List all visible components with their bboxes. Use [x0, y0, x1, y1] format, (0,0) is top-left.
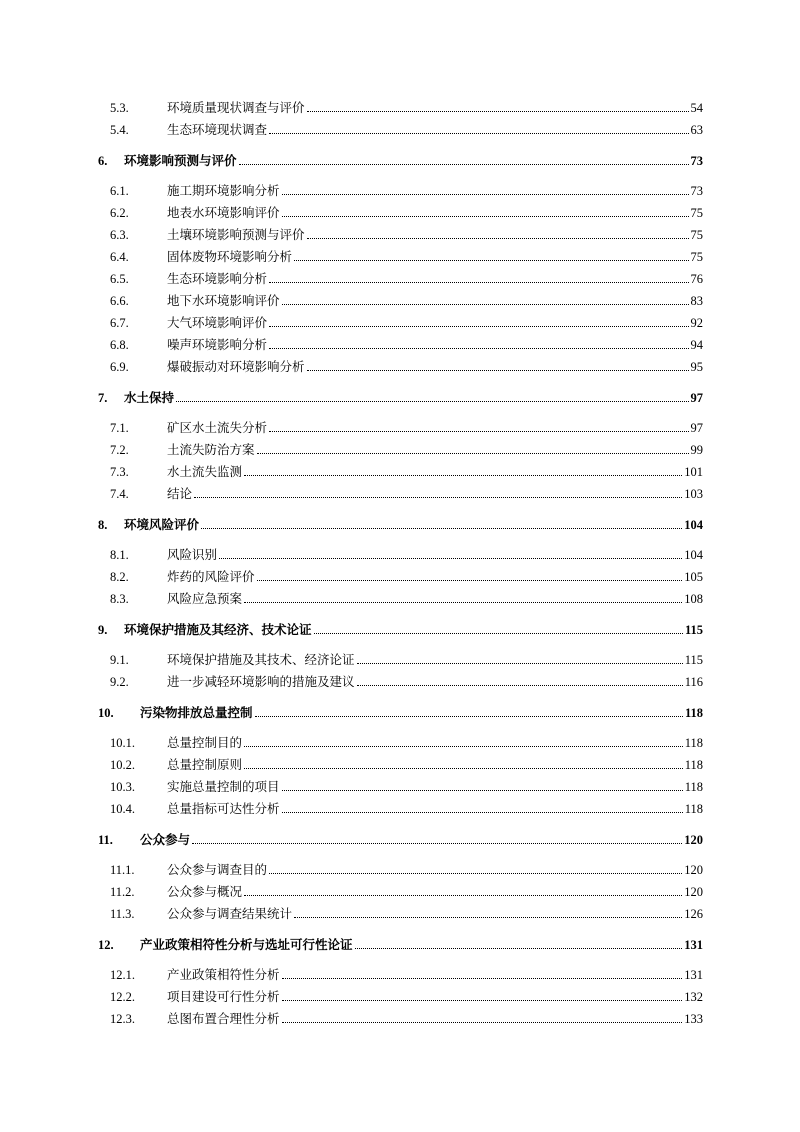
dot-leader	[194, 497, 682, 498]
toc-entry[interactable]	[98, 900, 703, 922]
toc-entry[interactable]	[98, 931, 703, 953]
dot-leader	[314, 633, 683, 634]
toc-entry-number: 12.2.	[110, 990, 135, 1004]
toc-entry-title: 产业政策相符性分析	[167, 968, 280, 982]
toc-entry-page-number: 126	[684, 907, 703, 921]
toc-entry-page-number: 131	[684, 968, 703, 982]
dot-leader	[255, 716, 683, 717]
toc-entry-number: 6.6.	[110, 294, 129, 308]
dot-leader	[282, 1022, 683, 1023]
dot-leader	[257, 580, 683, 581]
toc-entry[interactable]	[98, 773, 703, 795]
dot-leader	[244, 768, 683, 769]
toc-entry[interactable]	[98, 826, 703, 848]
toc-entry-page-number: 131	[684, 938, 703, 952]
toc-entry-page-number: 54	[690, 101, 703, 115]
toc-entry-title: 炸药的风险评价	[167, 570, 255, 584]
toc-entry-page-number: 75	[690, 250, 703, 264]
toc-entry-number: 6.5.	[110, 272, 129, 286]
toc-entry-page-number: 116	[684, 675, 703, 689]
dot-leader	[357, 663, 683, 664]
toc-entry-page-number: 103	[684, 487, 703, 501]
toc-entry-number: 9.1.	[110, 653, 129, 667]
toc-entry-number: 12.	[98, 938, 114, 952]
toc-entry-page-number: 115	[684, 623, 703, 637]
toc-entry[interactable]	[98, 729, 703, 751]
toc-entry[interactable]	[98, 751, 703, 773]
dot-leader	[239, 164, 689, 165]
dot-leader	[244, 746, 683, 747]
toc-entry-number: 7.1.	[110, 421, 129, 435]
toc-entry[interactable]	[98, 331, 703, 353]
toc-entry-title: 公众参与概况	[167, 885, 243, 899]
toc-entry-title: 项目建设可行性分析	[167, 990, 280, 1004]
toc-entry-title: 水土流失监测	[167, 465, 243, 479]
toc-entry-page-number: 132	[684, 990, 703, 1004]
toc-entry-number: 8.2.	[110, 570, 129, 584]
dot-leader	[219, 558, 682, 559]
toc-entry[interactable]	[98, 616, 703, 638]
toc-entry-number: 7.4.	[110, 487, 129, 501]
toc-entry-title: 地下水环境影响评价	[167, 294, 280, 308]
toc-entry-page-number: 75	[690, 206, 703, 220]
dot-leader	[282, 304, 689, 305]
toc-entry-title: 爆破振动对环境影响分析	[167, 360, 305, 374]
toc-entry-page-number: 120	[684, 863, 703, 877]
toc-entry-number: 11.2.	[110, 885, 135, 899]
toc-entry[interactable]	[98, 116, 703, 138]
toc-entry-title: 土流失防治方案	[167, 443, 255, 457]
toc-entry-title: 风险识别	[167, 548, 218, 562]
toc-entry-page-number: 104	[684, 518, 703, 532]
toc-entry-page-number: 94	[690, 338, 703, 352]
toc-entry-number: 12.3.	[110, 1012, 135, 1026]
toc-entry-number: 11.3.	[110, 907, 135, 921]
toc-entry-title: 噪声环境影响分析	[167, 338, 268, 352]
toc-entry-page-number: 118	[684, 780, 703, 794]
toc-entry-number: 12.1.	[110, 968, 135, 982]
toc-entry-title: 进一步减轻环境影响的措施及建议	[167, 675, 355, 689]
dot-leader	[294, 260, 688, 261]
toc-entry-title: 污染物排放总量控制	[140, 706, 253, 720]
dot-leader	[244, 895, 682, 896]
toc-entry-number: 6.1.	[110, 184, 129, 198]
toc-entry[interactable]	[98, 668, 703, 690]
dot-leader	[282, 216, 689, 217]
toc-entry[interactable]	[98, 309, 703, 331]
toc-entry-page-number: 105	[684, 570, 703, 584]
toc-entry-title: 地表水环境影响评价	[167, 206, 280, 220]
toc-entry-page-number: 108	[684, 592, 703, 606]
toc-entry-page-number: 63	[690, 123, 703, 137]
toc-entry[interactable]	[98, 646, 703, 668]
toc-entry-page-number: 118	[684, 706, 703, 720]
toc-entry-title: 大气环境影响评价	[167, 316, 268, 330]
toc-entry[interactable]	[98, 699, 703, 721]
toc-entry-title: 环境保护措施及其经济、技术论证	[124, 623, 312, 637]
toc-entry[interactable]	[98, 563, 703, 585]
toc-entry-title: 矿区水土流失分析	[167, 421, 268, 435]
toc-entry-number: 8.1.	[110, 548, 129, 562]
toc-entry[interactable]	[98, 458, 703, 480]
toc-entry[interactable]	[98, 265, 703, 287]
dot-leader	[282, 790, 683, 791]
toc-entry-title: 产业政策相符性分析与选址可行性论证	[140, 938, 353, 952]
toc-entry-number: 8.	[98, 518, 108, 532]
toc-entry-title: 总量控制目的	[167, 736, 243, 750]
toc-entry-title: 实施总量控制的项目	[167, 780, 280, 794]
toc-entry-page-number: 120	[684, 833, 703, 847]
toc-entry-title: 总图布置合理性分析	[167, 1012, 280, 1026]
toc-entry-page-number: 99	[690, 443, 703, 457]
table-of-contents	[98, 94, 703, 1027]
toc-entry-title: 总量控制原则	[167, 758, 243, 772]
toc-entry[interactable]	[98, 287, 703, 309]
toc-entry-number: 7.2.	[110, 443, 129, 457]
toc-entry-number: 6.8.	[110, 338, 129, 352]
dot-leader	[176, 401, 688, 402]
toc-entry-page-number: 133	[684, 1012, 703, 1026]
toc-entry-title: 总量指标可达性分析	[167, 802, 280, 816]
toc-entry-page-number: 101	[684, 465, 703, 479]
dot-leader	[269, 348, 688, 349]
toc-entry-number: 11.1.	[110, 863, 135, 877]
dot-leader	[307, 111, 689, 112]
toc-entry-number: 11.	[98, 833, 113, 847]
toc-entry-page-number: 104	[684, 548, 703, 562]
toc-entry-title: 公众参与调查结果统计	[167, 907, 293, 921]
toc-entry-page-number: 118	[684, 802, 703, 816]
dot-leader	[269, 431, 688, 432]
dot-leader	[244, 602, 682, 603]
toc-entry-title: 结论	[167, 487, 193, 501]
toc-entry[interactable]	[98, 1005, 703, 1027]
toc-entry-number: 5.3.	[110, 101, 129, 115]
toc-entry-number: 10.4.	[110, 802, 135, 816]
dot-leader	[244, 475, 682, 476]
dot-leader	[269, 873, 682, 874]
toc-entry-number: 6.9.	[110, 360, 129, 374]
dot-leader	[355, 948, 683, 949]
toc-entry-number: 6.4.	[110, 250, 129, 264]
dot-leader	[282, 978, 683, 979]
toc-entry-title: 环境质量现状调查与评价	[167, 101, 305, 115]
dot-leader	[201, 528, 682, 529]
toc-entry[interactable]	[98, 480, 703, 502]
toc-entry-page-number: 115	[684, 653, 703, 667]
toc-entry-page-number: 92	[690, 316, 703, 330]
toc-entry-number: 6.2.	[110, 206, 129, 220]
toc-entry[interactable]	[98, 243, 703, 265]
dot-leader	[307, 370, 689, 371]
toc-entry[interactable]	[98, 436, 703, 458]
toc-entry[interactable]	[98, 221, 703, 243]
toc-entry[interactable]	[98, 856, 703, 878]
toc-entry-page-number: 118	[684, 736, 703, 750]
toc-entry-number: 6.	[98, 154, 108, 168]
dot-leader	[269, 326, 688, 327]
toc-entry-title: 生态环境影响分析	[167, 272, 268, 286]
toc-entry[interactable]	[98, 199, 703, 221]
toc-entry[interactable]	[98, 795, 703, 817]
toc-entry-page-number: 75	[690, 228, 703, 242]
toc-entry-page-number: 76	[690, 272, 703, 286]
toc-entry[interactable]	[98, 177, 703, 199]
toc-entry[interactable]	[98, 541, 703, 563]
toc-entry[interactable]	[98, 878, 703, 900]
toc-entry[interactable]	[98, 353, 703, 375]
dot-leader	[357, 685, 683, 686]
toc-entry[interactable]	[98, 94, 703, 116]
dot-leader	[192, 843, 682, 844]
toc-entry-title: 土壤环境影响预测与评价	[167, 228, 305, 242]
toc-entry-number: 10.2.	[110, 758, 135, 772]
toc-entry[interactable]	[98, 511, 703, 533]
toc-entry-number: 9.	[98, 623, 108, 637]
toc-entry-number: 8.3.	[110, 592, 129, 606]
dot-leader	[269, 282, 688, 283]
toc-entry-title: 公众参与	[140, 833, 191, 847]
toc-entry-page-number: 95	[690, 360, 703, 374]
toc-entry-page-number: 118	[684, 758, 703, 772]
toc-entry-page-number: 120	[684, 885, 703, 899]
toc-entry-page-number: 73	[690, 154, 703, 168]
toc-entry-title: 施工期环境影响分析	[167, 184, 280, 198]
toc-entry-number: 9.2.	[110, 675, 129, 689]
toc-entry-number: 5.4.	[110, 123, 129, 137]
dot-leader	[282, 1000, 683, 1001]
toc-entry[interactable]	[98, 983, 703, 1005]
dot-leader	[282, 812, 683, 813]
dot-leader	[307, 238, 689, 239]
toc-entry-number: 10.3.	[110, 780, 135, 794]
toc-entry-title: 水土保持	[124, 391, 175, 405]
dot-leader	[282, 194, 689, 195]
toc-entry[interactable]	[98, 961, 703, 983]
toc-entry-title: 生态环境现状调查	[167, 123, 268, 137]
toc-entry-page-number: 97	[690, 421, 703, 435]
dot-leader	[269, 133, 688, 134]
toc-entry-title: 环境风险评价	[124, 518, 200, 532]
dot-leader	[294, 917, 682, 918]
toc-entry-page-number: 97	[690, 391, 703, 405]
toc-entry-page-number: 83	[690, 294, 703, 308]
dot-leader	[257, 453, 689, 454]
toc-entry-title: 风险应急预案	[167, 592, 243, 606]
toc-entry-title: 环境保护措施及其技术、经济论证	[167, 653, 355, 667]
toc-entry-number: 6.7.	[110, 316, 129, 330]
toc-entry[interactable]	[98, 585, 703, 607]
toc-entry-number: 10.1.	[110, 736, 135, 750]
toc-entry-title: 固体废物环境影响分析	[167, 250, 293, 264]
toc-entry[interactable]	[98, 147, 703, 169]
toc-entry-number: 7.3.	[110, 465, 129, 479]
toc-entry-number: 10.	[98, 706, 114, 720]
toc-entry-number: 6.3.	[110, 228, 129, 242]
toc-entry[interactable]	[98, 414, 703, 436]
toc-entry-page-number: 73	[690, 184, 703, 198]
toc-entry-number: 7.	[98, 391, 108, 405]
toc-entry-title: 环境影响预测与评价	[124, 154, 237, 168]
toc-entry[interactable]	[98, 384, 703, 406]
toc-entry-title: 公众参与调查目的	[167, 863, 268, 877]
